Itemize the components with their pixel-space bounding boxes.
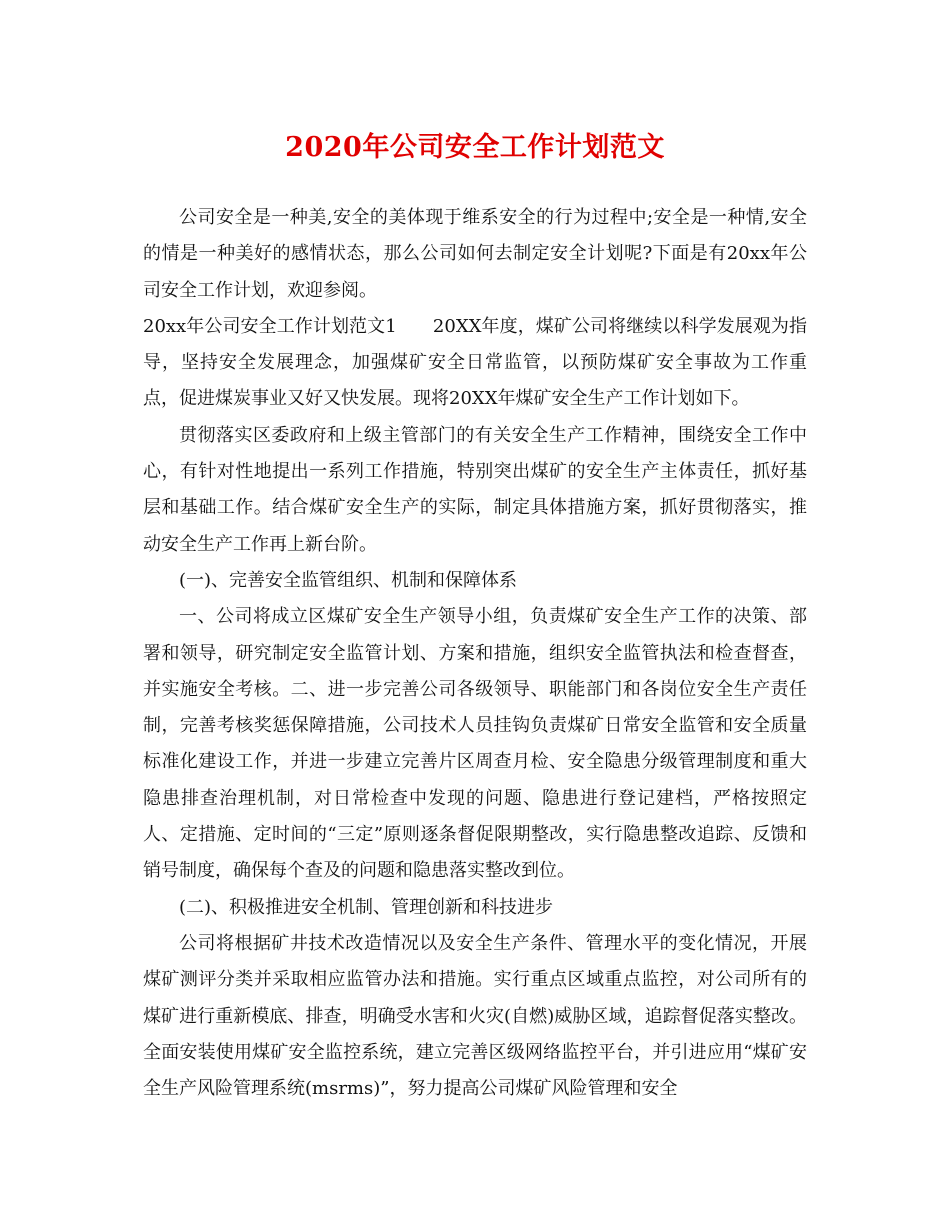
paragraph-intro: 公司安全是一种美,安全的美体现于维系安全的行为过程中;安全是一种情,安全的情是一种美好的感情状态，那么公司如何去制定安全计划呢?下面是有20xx年公司安全工作计划，欢迎参阅。 bbox=[143, 207, 807, 301]
document-body bbox=[143, 200, 807, 1107]
section-heading-1: (一)、完善安全监管组织、机制和保障体系 bbox=[179, 569, 518, 591]
section-heading-2: (二)、积极推进安全机制、管理创新和科技进步 bbox=[179, 896, 554, 918]
paragraph-plan-1: 20xx年公司安全工作计划范文1 20XX年度，煤矿公司将继续以科学发展观为指导，坚持安全发展理念，加强煤矿安全日常监管，以预防煤矿安全事故为工作重点，促进煤炭事业又好又快发展。现将20XX年煤矿安全生产工作计划如下。 bbox=[143, 315, 807, 410]
paragraph-section-2: 公司将根据矿井技术改造情况以及安全生产条件、管理水平的变化情况，开展煤矿测评分类并采取相应监管办法和措施。实行重点区域重点监控，对公司所有的煤矿进行重新模底、排查，明确受水害和火灾(自燃)威胁区域，追踪督促落实整改。全面安装使用煤矿安全监控系统，建立完善区级网络监控平台，并引进应用“煤矿安全生产风险管理系统(msrms)”，努力提高公司煤矿风险管理和安全 bbox=[143, 932, 807, 1100]
paragraph-implementation: 贯彻落实区委政府和上级主管部门的有关安全生产工作精神，围绕安全工作中心，有针对性地提出一系列工作措施，特别突出煤矿的安全生产主体责任，抓好基层和基础工作。结合煤矿安全生产的实际，制定具体措施方案，抓好贯彻落实，推动安全生产工作再上新台阶。 bbox=[143, 424, 807, 555]
paragraph-section-1: 一、公司将成立区煤矿安全生产领导小组，负责煤矿安全生产工作的决策、部署和领导，研究制定安全监管计划、方案和措施，组织安全监管执法和检查督查，并实施安全考核。二、进一步完善公司各级领导、职能部门和各岗位安全生产责任制，完善考核奖惩保障措施，公司技术人员挂钩负责煤矿日常安全监管和安全质量标准化建设工作，并进一步建立完善片区周查月检、安全隐患分级管理制度和重大隐患排查治理机制，对日常检查中发现的问题、隐患进行登记建档，严格按照定人、定措施、定时间的“三定”原则逐条督促限期整改，实行隐患整改追踪、反馈和销号制度，确保每个查及的问题和隐患落实整改到位。 bbox=[143, 606, 807, 882]
document-title: 2020年公司安全工作计划范文 bbox=[285, 132, 665, 163]
